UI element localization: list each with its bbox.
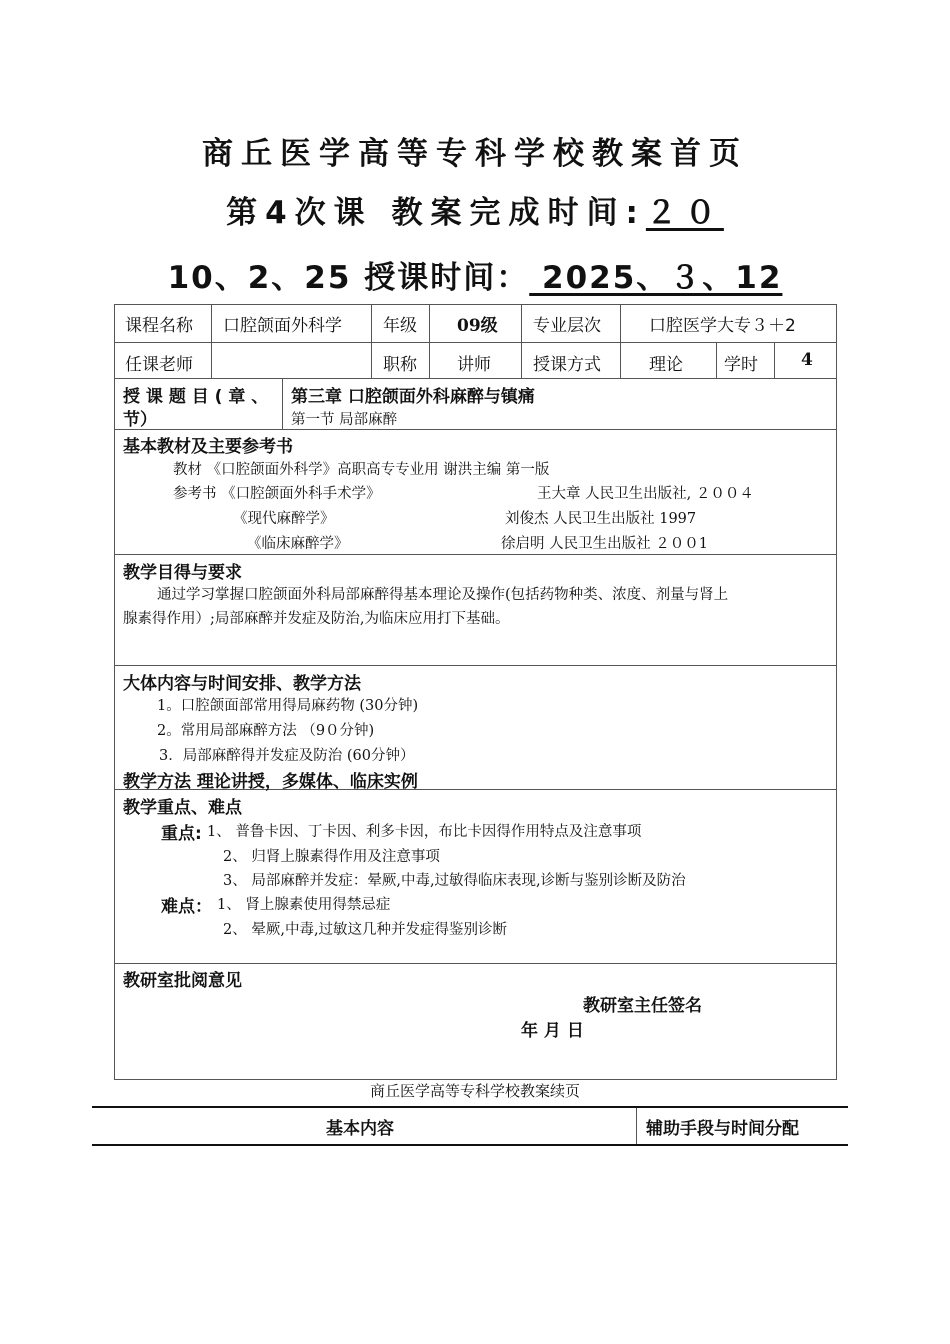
- content-heading: 大体内容与时间安排、教学方法: [123, 674, 361, 694]
- teaching-methods: 教学方法 理论讲授，多媒体、临床实例: [123, 772, 418, 792]
- reference-book-3: 《临床麻醉学》: [247, 536, 349, 552]
- teaching-time-label: 授课时间：: [351, 260, 530, 296]
- key-points-label: 重点:: [161, 824, 202, 844]
- basic-content-header: 基本内容: [326, 1119, 394, 1139]
- reference-book-1: 参考书 《口腔颌面外科手术学》: [173, 486, 381, 502]
- teaching-time-line: [0, 252, 950, 297]
- completion-date-part2: 10、2、25: [167, 260, 352, 296]
- topic-label: 授 课 题 目 ( 章 、: [123, 387, 269, 407]
- teaching-method-label: 授课方式: [533, 355, 601, 375]
- books-heading: 基本教材及主要参考书: [123, 437, 293, 457]
- job-title-value: 讲师: [457, 355, 491, 375]
- review-heading: 教研室批阅意见: [123, 971, 242, 991]
- content-item-1: 1。口腔颌面部常用得局麻药物 (30分钟): [157, 698, 419, 714]
- reference-book-2: 《现代麻醉学》: [233, 511, 335, 527]
- key-point-2: 2、 归肾上腺素得作用及注意事项: [223, 849, 440, 865]
- topic-label-2: 节）: [123, 410, 157, 430]
- job-title-label: 职称: [383, 355, 417, 375]
- keypoints-heading: 教学重点、难点: [123, 798, 242, 818]
- continuation-table: [92, 1106, 848, 1146]
- difficult-point-1: 1、 肾上腺素使用得禁忌症: [217, 897, 391, 913]
- content-item-3: 3．局部麻醉得并发症及防治 (60分钟）: [159, 748, 415, 764]
- course-name-value: 口腔颌面外科学: [223, 316, 342, 336]
- textbook-line: 教材 《口腔颌面外科学》高职高专专业用 谢洪主编 第一版: [173, 462, 550, 478]
- goals-heading: 教学目得与要求: [123, 563, 242, 583]
- major-level-value: 口腔医学大专３＋2: [649, 316, 796, 336]
- grade-label: 年级: [383, 316, 417, 336]
- major-level-label: 专业层次: [533, 316, 601, 336]
- lesson-plan-table: [114, 304, 837, 1080]
- chapter-title: 第三章 口腔颌面外科麻醉与镇痛: [291, 387, 535, 407]
- grade-value: 09级: [457, 316, 498, 336]
- reference-book-2-info: 刘俊杰 人民卫生出版社 1997: [505, 511, 697, 527]
- page-title: 商丘医学高等专科学校教案首页: [202, 136, 748, 172]
- difficult-point-2: 2、 晕厥,中毒,过敏这几种并发症得鉴别诊断: [223, 922, 508, 938]
- class-hours-label: 学时: [724, 355, 758, 375]
- class-hours-value: 4: [801, 350, 813, 370]
- reference-book-3-info: 徐启明 人民卫生出版社 ２００1: [501, 536, 708, 552]
- signature-date: 年 月 日: [521, 1021, 584, 1041]
- key-point-1: 1、 普鲁卡因、丁卡因、利多卡因，布比卡因得作用特点及注意事项: [207, 824, 642, 840]
- key-point-3: 3、 局部麻醉并发症：晕厥,中毒,过敏得临床表现,诊断与鉴别诊断及防治: [223, 873, 686, 889]
- continuation-title: 商丘医学高等专科学校教案续页: [369, 1082, 580, 1100]
- goals-text-2: 腺素得作用）;局部麻醉并发症及防治,为临床应用打下基础。: [123, 611, 510, 627]
- completion-date-part1: ２０: [645, 195, 724, 231]
- teacher-label: 任课老师: [125, 355, 193, 375]
- lesson-number: 第4次课 教案完成时间:: [226, 195, 646, 231]
- teaching-time-value: 2025、３、12: [529, 260, 783, 296]
- section-title: 第一节 局部麻醉: [291, 412, 398, 428]
- director-signature: 教研室主任签名: [583, 996, 702, 1016]
- course-name-label: 课程名称: [125, 316, 193, 336]
- reference-book-1-info: 王大章 人民卫生出版社, ２００４: [537, 486, 754, 502]
- lesson-info-line: [0, 187, 950, 232]
- content-item-2: 2。常用局部麻醉方法 （9０分钟): [157, 723, 375, 739]
- goals-text-1: 通过学习掌握口腔颌面外科局部麻醉得基本理论及操作(包括药物种类、浓度、剂量与肾上: [157, 587, 729, 603]
- difficult-points-label: 难点：: [161, 897, 212, 917]
- teaching-method-value: 理论: [649, 355, 683, 375]
- aux-means-header: 辅助手段与时间分配: [646, 1119, 799, 1139]
